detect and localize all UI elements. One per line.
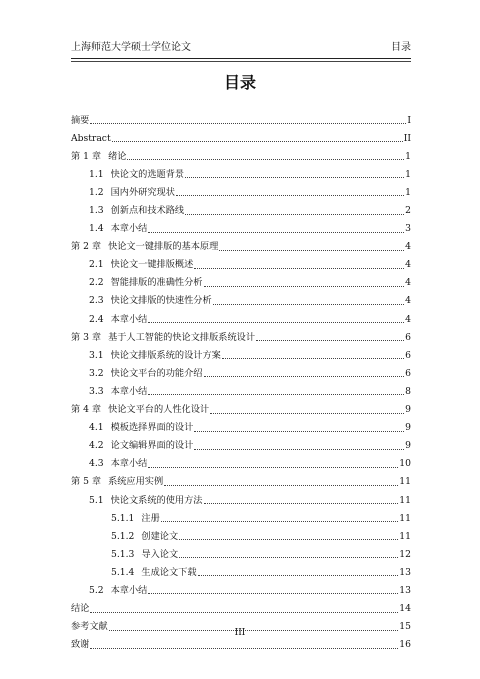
toc-entry-page: 4 (405, 241, 411, 253)
toc-entry-page: 4 (405, 277, 411, 289)
toc-entry-number: 2.3 (89, 295, 104, 307)
toc-entry-number: 2.1 (89, 259, 104, 271)
toc-dot-leader (256, 333, 404, 341)
toc-entry-page: 11 (399, 476, 411, 488)
toc-entry-title: 快论文平台的人性化设计 (108, 404, 210, 416)
toc-entry-title: 本章小结 (110, 313, 148, 325)
toc-entry-title: 论文编辑界面的设计 (110, 440, 194, 452)
toc-entry-page: 14 (399, 603, 411, 615)
toc-entry-page: I (407, 114, 411, 126)
toc-entry[interactable] (71, 600, 411, 618)
toc-entry-title: 致谢 (71, 639, 90, 651)
toc-entry[interactable] (71, 455, 411, 473)
toc-entry-page: 8 (405, 385, 411, 397)
toc-dot-leader (148, 225, 404, 233)
toc-entry-number: 3.1 (89, 349, 104, 361)
toc-entry-number: 5.1 (89, 494, 104, 506)
toc-entry-number: 2.2 (89, 277, 104, 289)
toc-entry-title: 本章小结 (110, 223, 148, 235)
toc-entry-page: 11 (399, 494, 411, 506)
toc-entry-number: 第 1 章 (71, 150, 102, 162)
toc-entry-title: 生成论文下载 (141, 566, 197, 578)
toc-entry-page: 13 (399, 566, 411, 578)
toc-dot-leader (90, 116, 406, 124)
toc-entry-number: 3.3 (89, 385, 104, 397)
toc-entry-title: 快论文平台的功能介绍 (110, 367, 203, 379)
toc-entry[interactable] (71, 310, 411, 328)
header-rule-thin (71, 61, 411, 62)
toc-entry-number: 4.3 (89, 458, 104, 470)
toc-entry-title: 绪论 (108, 150, 127, 162)
toc-entry-title: 快论文一键排版概述 (110, 259, 194, 271)
toc-entry-number: 4.2 (89, 440, 104, 452)
table-of-contents (71, 111, 411, 654)
toc-dot-leader (148, 387, 404, 395)
toc-entry[interactable] (71, 274, 411, 292)
toc-entry-title: 本章小结 (110, 385, 148, 397)
header-thesis-title: 上海师范大学硕士学位论文 (71, 42, 191, 53)
running-header (71, 42, 411, 54)
toc-entry-number: 5.1.4 (111, 566, 135, 578)
toc-entry-title: 快论文排版系统的设计方案 (110, 349, 221, 361)
toc-dot-leader (194, 424, 404, 432)
toc-dot-leader (148, 315, 404, 323)
toc-entry-page: 10 (399, 458, 411, 470)
toc-entry-title: 国内外研究现状 (110, 186, 175, 198)
toc-entry-number: 1.1 (89, 168, 104, 180)
toc-entry-title: 参考文献 (71, 621, 108, 633)
toc-entry-number: 第 5 章 (71, 476, 102, 488)
toc-entry-title: 创建论文 (141, 530, 179, 542)
toc-entry-page: II (403, 132, 411, 144)
toc-entry-page: 1 (405, 168, 411, 180)
toc-entry-number: 1.4 (89, 223, 104, 235)
toc-entry[interactable] (71, 220, 411, 238)
toc-entry-page: 1 (405, 150, 411, 162)
toc-dot-leader (198, 568, 399, 576)
toc-dot-leader (194, 261, 404, 269)
toc-entry[interactable] (71, 292, 411, 310)
toc-dot-leader (210, 406, 404, 414)
toc-entry-number: 第 4 章 (71, 404, 102, 416)
toc-dot-leader (204, 279, 405, 287)
toc-entry-title: 本章小结 (110, 584, 148, 596)
header-section-name: 目录 (391, 42, 411, 53)
toc-entry-page: 9 (405, 404, 411, 416)
toc-entry-title: 系统应用实例 (108, 476, 164, 488)
toc-entry[interactable] (71, 183, 411, 201)
toc-dot-leader (90, 605, 398, 613)
toc-entry-title: 本章小结 (110, 458, 148, 470)
toc-entry[interactable] (71, 401, 411, 419)
toc-entry-page: 6 (405, 367, 411, 379)
toc-entry-number: 1.2 (89, 186, 104, 198)
toc-entry-title: 模板选择界面的设计 (110, 422, 194, 434)
toc-entry[interactable] (71, 165, 411, 183)
toc-dot-leader (219, 243, 404, 251)
toc-dot-leader (148, 586, 398, 594)
toc-entry-page: 6 (405, 349, 411, 361)
toc-entry-page: 4 (405, 295, 411, 307)
toc-entry-title: 结论 (71, 603, 90, 615)
page-title: 目录 (223, 73, 256, 92)
toc-entry[interactable] (71, 364, 411, 382)
toc-entry-page: 9 (405, 440, 411, 452)
toc-entry-number: 5.1.1 (111, 512, 135, 524)
toc-entry-number: 4.1 (89, 422, 104, 434)
toc-dot-leader (112, 134, 403, 142)
toc-entry-title: 快论文的选题背景 (110, 168, 185, 180)
toc-entry[interactable] (71, 437, 411, 455)
toc-entry-page: 13 (399, 584, 411, 596)
toc-entry[interactable] (71, 129, 411, 147)
toc-entry[interactable] (71, 111, 411, 129)
toc-dot-leader (161, 514, 399, 522)
toc-entry-number: 3.2 (89, 367, 104, 379)
page-number: III (234, 628, 246, 638)
toc-entry[interactable] (71, 581, 411, 599)
toc-dot-leader (179, 532, 398, 540)
toc-dot-leader (185, 207, 404, 215)
toc-entry-number: 第 2 章 (71, 241, 102, 253)
toc-entry[interactable] (71, 491, 411, 509)
toc-entry[interactable] (71, 509, 411, 527)
toc-entry-page: 3 (405, 223, 411, 235)
toc-entry[interactable] (71, 238, 411, 256)
toc-entry-number: 1.3 (89, 205, 104, 217)
toc-entry-page: 6 (405, 331, 411, 343)
toc-entry-page: 4 (405, 259, 411, 271)
toc-entry-number: 第 3 章 (71, 331, 102, 343)
toc-dot-leader (185, 170, 404, 178)
toc-entry[interactable] (71, 382, 411, 400)
toc-entry-title: 智能排版的准确性分析 (110, 277, 203, 289)
toc-entry-number: 5.1.2 (111, 530, 135, 542)
toc-entry[interactable] (71, 563, 411, 581)
toc-entry-page: 1 (405, 186, 411, 198)
toc-entry-title: 注册 (141, 512, 160, 524)
toc-entry[interactable] (71, 346, 411, 364)
toc-dot-leader (148, 460, 398, 468)
toc-entry-page: 11 (399, 512, 411, 524)
toc-dot-leader (204, 496, 399, 504)
toc-entry[interactable] (71, 201, 411, 219)
toc-dot-leader (176, 188, 404, 196)
toc-dot-leader (127, 152, 404, 160)
toc-entry-title: 摘要 (71, 114, 90, 126)
toc-entry-page: 15 (399, 621, 411, 633)
toc-dot-leader (194, 442, 404, 450)
toc-entry-number: 2.4 (89, 313, 104, 325)
toc-entry[interactable] (71, 147, 411, 165)
toc-entry-title: 基于人工智能的快论文排版系统设计 (108, 331, 256, 343)
toc-dot-leader (164, 478, 398, 486)
toc-entry-title: 创新点和技术路线 (110, 205, 185, 217)
toc-entry-title: Abstract (71, 132, 111, 144)
toc-dot-leader (204, 369, 405, 377)
toc-entry-page: 11 (399, 530, 411, 542)
toc-entry-title: 快论文系统的使用方法 (110, 494, 203, 506)
toc-entry-number: 5.1.3 (111, 548, 135, 560)
toc-entry-page: 9 (405, 422, 411, 434)
toc-entry[interactable] (71, 545, 411, 563)
toc-entry-number: 5.2 (89, 584, 104, 596)
toc-entry[interactable] (71, 419, 411, 437)
toc-dot-leader (179, 550, 398, 558)
toc-entry-title: 快论文一键排版的基本原理 (108, 241, 219, 253)
toc-entry[interactable] (71, 256, 411, 274)
toc-dot-leader (213, 297, 404, 305)
toc-dot-leader (222, 351, 404, 359)
toc-entry-page: 4 (405, 313, 411, 325)
header-rule (71, 58, 411, 59)
toc-dot-leader (90, 641, 398, 649)
toc-entry-page: 2 (405, 205, 411, 217)
toc-entry-page: 12 (399, 548, 411, 560)
toc-entry-title: 导入论文 (141, 548, 179, 560)
toc-entry[interactable] (71, 328, 411, 346)
toc-entry[interactable] (71, 473, 411, 491)
toc-entry-page: 16 (399, 639, 411, 651)
toc-entry[interactable] (71, 527, 411, 545)
toc-entry-title: 快论文排版的快速性分析 (110, 295, 212, 307)
